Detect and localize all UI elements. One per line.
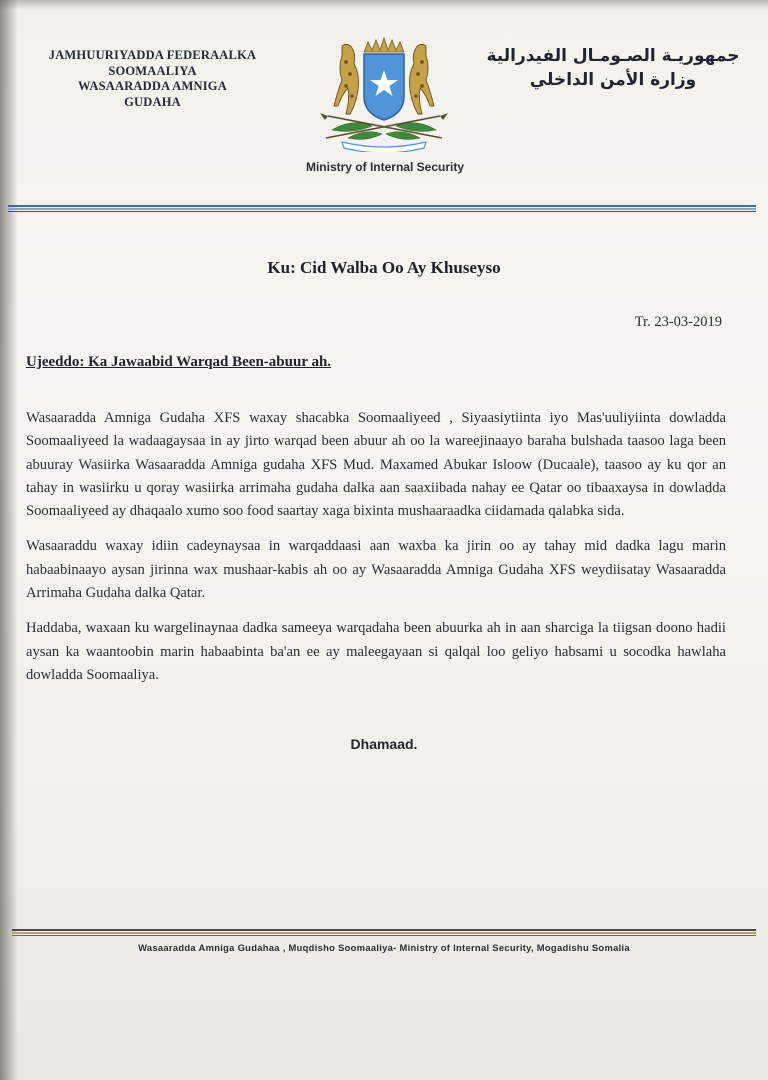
- header-divider: [8, 205, 756, 213]
- header-left-line: WASAARADDA AMNIGA: [78, 79, 227, 93]
- body-paragraph: Haddaba, waxaan ku wargelinaynaa dadka sameeya warqadaha been abuurka ah in aan sharciga la tiigsan doono hadii aysan ka waantoobin marin habaabinta ba'an ee ay maleegayaan si qalqal loo geliyo habsami u socodka hawlaha dowladda Soomaaliya.: [26, 620, 726, 683]
- header-left-line: JAMHUURIYADDA FEDERAALKA: [48, 48, 257, 62]
- crown-icon: [364, 38, 404, 52]
- footer-divider: [12, 929, 756, 936]
- leopard-right-icon: [410, 44, 435, 114]
- page-shadow-top: [0, 0, 768, 10]
- header-left-line: GUDAHA: [124, 94, 181, 109]
- ministry-caption: Ministry of Internal Security: [305, 160, 465, 174]
- header-left-line: SOOMAALIYA: [108, 63, 197, 78]
- header-right-line: جمهوريـة الصـومـال الفيدرالية: [486, 46, 740, 66]
- letter-date: Tr. 23-03-2019: [634, 314, 722, 330]
- letter-body: [26, 407, 726, 699]
- header-right-block: [468, 44, 758, 92]
- letter-title: Ku: Cid Walba Oo Ay Khuseyso: [267, 258, 501, 277]
- body-paragraph: Wasaaraddu waxay idiin cadeynaysaa in warqaddaasi aan waxba ka jirin oo ay tahay mid dadka lagu marin habaabinaayo aysan jirinna wax mushaar-kabis ah oo ay Wasaaradda Amniga Gudaha XFS weydiisatay Wasaaradda Arrimaha Gudaha dalka Qatar.: [26, 538, 726, 602]
- header-left-block: [30, 48, 275, 110]
- letter-closing: Dhamaad.: [350, 736, 418, 752]
- letter-subject: Ujeeddo: Ka Jawaabid Warqad Been-abuur ah.: [26, 354, 332, 370]
- somalia-coat-of-arms-icon: [312, 34, 456, 152]
- body-paragraph: Wasaaradda Amniga Gudaha XFS waxay shacabka Soomaaliyeed , Siyaasiytiinta iyo Mas'uuliyiinta dowladda Soomaaliyeed la wadaagaysaa in ay jirto warqad been abuur ah oo la wareejinaayo baraha bulshada taasoo laga been abuuray Wasiirka Wasaaradda Amniga gudaha XFS Mud. Maxamed Abukar Isloow (Ducaale), taasoo ay ku qor an tahay in wasiirku u qoray wasiirka arrimaha gudaha dalka aan saaxiibada nahay ee Qatar oo tibaaxaysa in dowladda Soomaaliyeed ay dhaqaalo xumo soo food saartay xaga bixinta mushaaraadka ciidamada qalabka sida.: [26, 410, 726, 520]
- leopard-left-icon: [334, 44, 359, 114]
- header-right-line: وزارة الأمن الداخلي: [529, 70, 697, 90]
- page-shadow-left: [0, 0, 18, 1080]
- ribbon-icon: [342, 142, 426, 152]
- laurel-icon: [332, 123, 436, 140]
- footer-address: Wasaaradda Amniga Gudahaa , Muqdisho Soomaaliya- Ministry of Internal Security, Mogadishu Somalia: [138, 942, 630, 953]
